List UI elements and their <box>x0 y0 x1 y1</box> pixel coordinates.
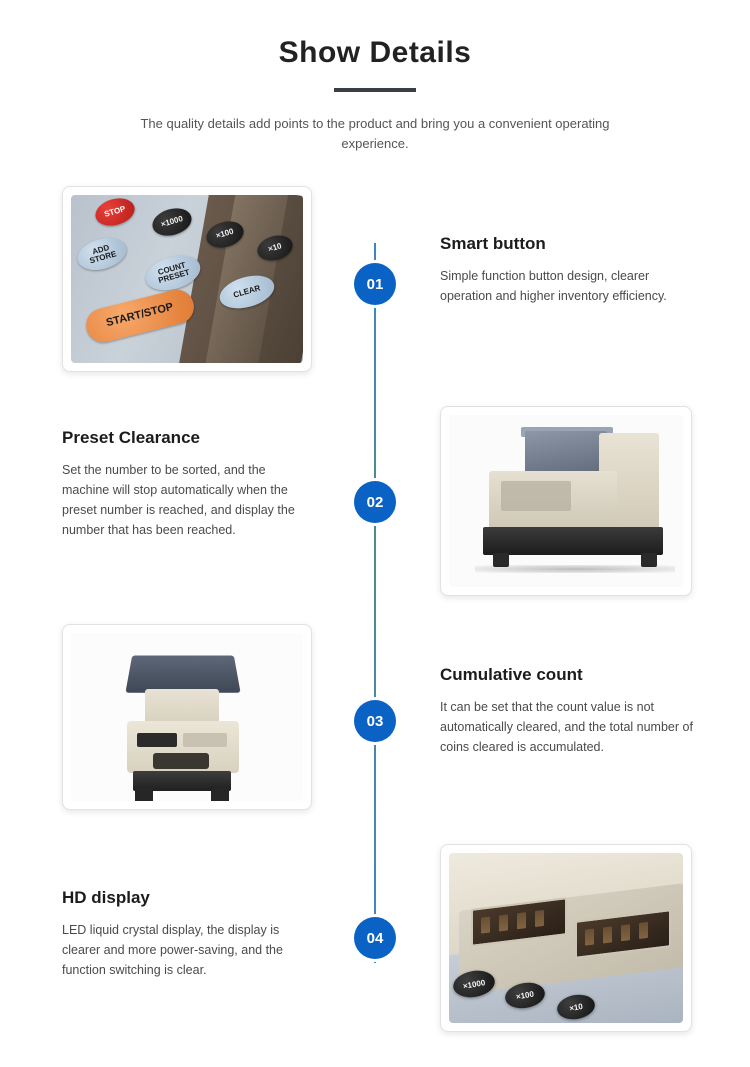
keypad-x10-button: ×10 <box>254 232 295 265</box>
timeline-badge-04: 04 <box>354 917 396 959</box>
keypad-stop-button: STOP <box>92 195 138 230</box>
timeline-badge-01: 01 <box>354 263 396 305</box>
section-03-text <box>440 665 702 757</box>
machine-base <box>483 527 663 555</box>
section-01-body: Simple function button design, clearer operation and higher inventory efficiency. <box>440 269 667 303</box>
section-02-text <box>62 428 307 540</box>
machine-wheel-left <box>135 787 153 801</box>
machine-front-view-image <box>71 633 303 801</box>
page-subtitle: The quality details add points to the product and bring you a convenient operating experience. <box>140 116 610 151</box>
keypad-x100-button: ×100 <box>203 217 246 252</box>
section-01-title: Smart button <box>440 234 546 253</box>
timeline-badge-02: 02 <box>354 481 396 523</box>
keypad-closeup-image <box>71 195 303 363</box>
timeline-connector <box>374 243 376 963</box>
machine-wheel-right <box>211 787 229 801</box>
section-03-title: Cumulative count <box>440 665 583 684</box>
machine-keypad <box>183 733 227 747</box>
keypad-clear-button: CLEAR <box>216 270 278 314</box>
keypad-add-store-button: ADD STORE <box>74 233 130 276</box>
keypad-count-preset-button: COUNT PRESET <box>142 250 205 296</box>
display-x100-button: ×100 <box>503 980 547 1012</box>
keypad-start-stop-button: START/STOP <box>83 286 198 346</box>
keypad-closeup-photo <box>62 186 312 372</box>
section-04-title: HD display <box>62 888 150 907</box>
page-header <box>0 0 750 154</box>
led-display-closeup-photo <box>440 844 692 1032</box>
machine-side-panel <box>501 481 571 511</box>
machine-side-view-photo <box>440 406 692 596</box>
machine-front-view-photo <box>62 624 312 810</box>
section-02-title: Preset Clearance <box>62 428 200 447</box>
title-underline <box>334 88 416 92</box>
machine-led-display <box>137 733 177 747</box>
section-01-text <box>440 234 702 306</box>
display-x10-button: ×10 <box>555 992 597 1022</box>
section-02-body: Set the number to be sorted, and the machine will stop automatically when the preset number is reached, and display the number that has been reached. <box>62 463 295 537</box>
machine-shadow <box>475 565 675 573</box>
timeline-badge-03: 03 <box>354 700 396 742</box>
machine-side-view-image <box>449 415 683 587</box>
section-03-body: It can be set that the count value is not automatically cleared, and the total number of coins cleared is accumulated. <box>440 700 693 754</box>
section-04-body: LED liquid crystal display, the display is clearer and more power-saving, and the function switching is clear. <box>62 923 283 977</box>
page-title: Show Details <box>278 36 472 69</box>
machine-hopper <box>125 656 240 693</box>
display-x1000-button: ×1000 <box>451 968 497 1001</box>
section-04-text <box>62 888 312 980</box>
machine-coin-tray <box>153 753 209 769</box>
led-display-closeup-image <box>449 853 683 1023</box>
keypad-x1000-button: ×1000 <box>149 204 195 240</box>
